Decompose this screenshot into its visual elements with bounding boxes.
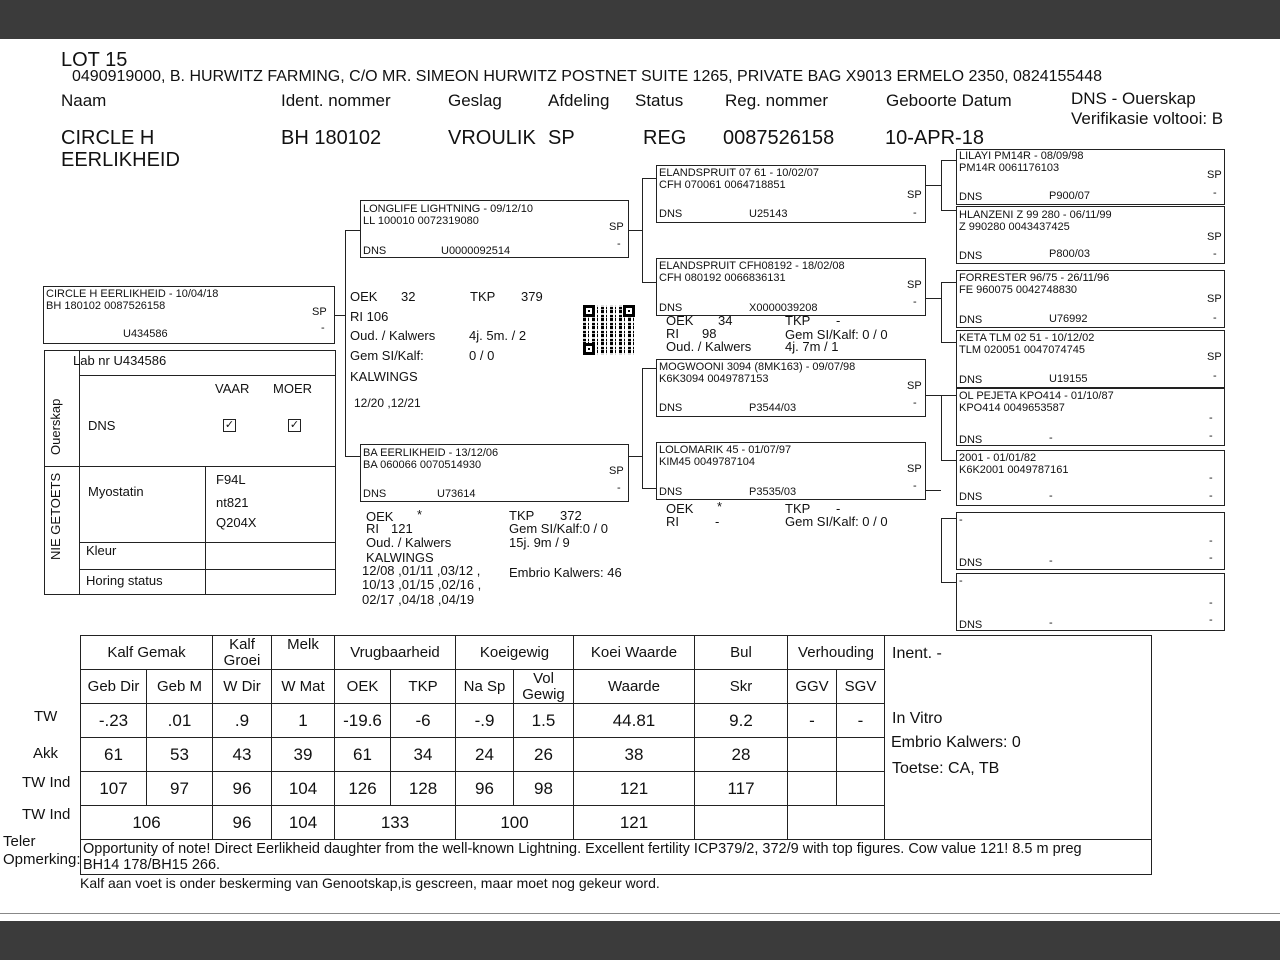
tw-cell: - [837, 704, 885, 738]
twind-cell: 96 [213, 772, 272, 806]
remarks-cell [81, 840, 1152, 875]
twind-cell: 98 [514, 772, 574, 806]
tw-cell: -6 [391, 704, 456, 738]
gp3-dash: - [913, 397, 917, 409]
col-w-mat: W Mat [272, 670, 335, 704]
sire-kalwings: KALWINGS [350, 369, 418, 384]
subject-card [43, 286, 335, 344]
line-ggp-b3 [941, 282, 956, 283]
twind-cell: 128 [391, 772, 456, 806]
gp4-ids: KIM45 0049787104 [659, 456, 756, 468]
gp1-dns: DNS [659, 208, 683, 220]
sire-gem-label: Gem SI/Kalf: [350, 348, 424, 363]
dam-ri-label: RI [366, 521, 379, 536]
animal-afdeling: SP [548, 127, 575, 149]
line-gp2 [642, 282, 656, 283]
twind2-cell: 104 [272, 806, 335, 840]
bottom-rule [0, 913, 1280, 914]
gp1-dash: - [913, 207, 917, 219]
dam-code: U73614 [437, 488, 476, 500]
gp4-oek-label: OEK [666, 501, 694, 516]
ggp3-dns: DNS [959, 314, 983, 326]
col-vol-gewig: Vol Gewig [514, 670, 574, 704]
gp4-code: P3535/03 [749, 486, 797, 498]
line-ggp-a [925, 185, 941, 186]
line-ggp-a2 [941, 160, 942, 210]
ggp4-dash: - [1213, 370, 1217, 382]
gp2-ids: CFH 080192 0066836131 [659, 272, 786, 284]
gp1-ids: CFH 070061 0064718851 [659, 179, 786, 191]
twind-cell: 107 [81, 772, 147, 806]
animal-geslag: VROULIK [448, 127, 536, 149]
akk-cell [837, 738, 885, 772]
hdr-geslag: Geslag [448, 91, 502, 110]
sire-title: LONGLIFE LIGHTNING - 09/12/10 [363, 203, 533, 215]
remarks-label-1: Teler [3, 833, 36, 850]
twind-cell: 96 [456, 772, 514, 806]
twind2-cell: 100 [456, 806, 574, 840]
grandparent-card [656, 442, 926, 500]
ggp1-title: LILAYI PM14R - 08/09/98 [959, 150, 1084, 162]
twind-cell: 104 [272, 772, 335, 806]
ggp7-code: - [1049, 555, 1053, 567]
ggp5-dash: - [1209, 412, 1213, 424]
grp-bul: Bul [695, 636, 788, 670]
gp1-sp: SP [907, 189, 922, 201]
gp2-oek-label: OEK [666, 313, 694, 328]
subject-sp: SP [312, 306, 327, 318]
ggp1-dns: DNS [959, 191, 983, 203]
gp1-title: ELANDSPRUIT 07 61 - 10/02/07 [659, 167, 819, 179]
grp-vrugbaarheid: Vrugbaarheid [335, 636, 456, 670]
remarks-text-2: BH14 178/BH15 266. [83, 857, 221, 873]
tw-cell: 1 [272, 704, 335, 738]
dam-dns: DNS [363, 488, 387, 500]
gp3-title: MOGWOONI 3094 (8MK163) - 09/07/98 [659, 361, 856, 373]
sire-code: U0000092514 [441, 245, 511, 257]
hdr-verifikasie: Verifikasie voltooi: B [1071, 109, 1224, 128]
great-grandparent-card [956, 330, 1225, 388]
gp1-code: U25143 [749, 208, 788, 220]
tw-cell: 9.2 [695, 704, 788, 738]
ggp2-title: HLANZENI Z 99 280 - 06/11/99 [959, 209, 1112, 221]
line-parents [345, 230, 346, 456]
line-gp1 [642, 178, 656, 179]
line-dam-out [628, 456, 642, 457]
ggp4-sp: SP [1207, 351, 1222, 363]
grandparent-card [656, 258, 926, 316]
gp2-ri-label: RI [666, 326, 679, 341]
hdr-geboorte: Geboorte Datum [886, 91, 1012, 110]
twind2-cell: 121 [574, 806, 695, 840]
great-grandparent-card [956, 206, 1225, 264]
remarks-text-1: Opportunity of note! Direct Eerlikheid daughter from the well-known Lightning. Excellent fertility ICP379/2, 372/9 with top figures. Cow value 121! 8.5 m preg [83, 840, 1082, 857]
col-sgv: SGV [837, 670, 885, 704]
line-gp4 [642, 488, 656, 489]
line-sire-gp [642, 178, 643, 282]
line-ggp-d2 [941, 518, 942, 582]
tw-cell: 1.5 [514, 704, 574, 738]
ggp3-ids: FE 960075 0042748830 [959, 284, 1078, 296]
hdr-dns: DNS - Ouerskap [1071, 89, 1196, 108]
line-subject [335, 315, 345, 316]
lab-vaar: VAAR [215, 381, 250, 396]
lab-m2: nt821 [216, 495, 249, 510]
grp-kalf-groei: Kalf Groei [213, 636, 272, 670]
row-label-tw-ind: TW Ind [22, 774, 71, 791]
twind-cell [837, 772, 885, 806]
akk-cell: 34 [391, 738, 456, 772]
ggp4-code: U19155 [1049, 373, 1088, 385]
row-label-akk: Akk [33, 745, 59, 762]
twind2-cell: 106 [81, 806, 213, 840]
remarks-label-2: Opmerking: [3, 851, 81, 868]
gp2-oek: 34 [718, 313, 733, 328]
ggp3-title: FORRESTER 96/75 - 26/11/96 [959, 272, 1110, 284]
sire-kalwings-values: 12/20 ,12/21 [354, 396, 421, 410]
lab-horing: Horing status [86, 573, 163, 588]
gp4-ri-label: RI [666, 514, 679, 529]
gp4-oek: * [717, 499, 723, 514]
lab-m3: Q204X [216, 515, 257, 530]
line-ggp-a3 [941, 160, 956, 161]
gp3-code: P3544/03 [749, 402, 797, 414]
ggp3-dash: - [1213, 312, 1217, 324]
grp-koeigewig: Koeigewig [456, 636, 574, 670]
hdr-reg: Reg. nommer [725, 91, 828, 110]
ggp3-code: U76992 [1049, 313, 1088, 325]
line-ggp-d3 [941, 518, 956, 519]
dam-kalwings: KALWINGS [366, 550, 434, 565]
great-grandparent-card [956, 270, 1225, 328]
side-panel [885, 636, 1152, 840]
line-ggp-c [925, 395, 941, 396]
ggp2-ids: Z 990280 0043437425 [959, 221, 1070, 233]
lab-nie-getoets: NIE GETOETS [48, 472, 63, 560]
gp2-dash: - [913, 296, 917, 308]
col-na-sp: Na Sp [456, 670, 514, 704]
dam-kalwings-1: 12/08 ,01/11 ,03/12 , [362, 563, 481, 578]
sire-card [360, 200, 629, 258]
grandparent-card [656, 165, 926, 223]
gp2-tkp-label: TKP [785, 313, 811, 328]
twind2-cell: 96 [213, 806, 272, 840]
line-ggp-c4 [941, 460, 956, 461]
sire-oek: 32 [401, 289, 416, 304]
ggp1-dash: - [1213, 187, 1217, 199]
sire-tkp-label: TKP [470, 289, 496, 304]
ggp1-code: P900/07 [1049, 190, 1090, 202]
tw-cell: - [788, 704, 837, 738]
ggp5-dash2: - [1209, 430, 1213, 442]
twind-cell: 121 [574, 772, 695, 806]
footer-note: Kalf aan voet is onder beskerming van Genootskap,is gescreen, maar moet nog gekeur word. [80, 875, 660, 891]
sire-ids: LL 100010 0072319080 [363, 215, 479, 227]
sire-oud: 4j. 5m. / 2 [469, 328, 527, 343]
ggp1-sp: SP [1207, 169, 1222, 181]
subject-code: U434586 [123, 328, 168, 340]
lab-nr: Lab nr U434586 [73, 353, 167, 368]
gp2-ri: 98 [702, 326, 717, 341]
gp2-oud-label: Oud. / Kalwers [666, 339, 752, 354]
akk-cell: 43 [213, 738, 272, 772]
dam-tkp-label: TKP [509, 508, 535, 523]
col-ggv: GGV [788, 670, 837, 704]
vaar-checkbox: ✓ [224, 419, 235, 431]
dam-card [360, 444, 629, 502]
line-ggp-d4 [941, 582, 956, 583]
ggp1-ids: PM14R 0061176103 [959, 162, 1060, 174]
gp4-sp: SP [907, 463, 922, 475]
col-w-dir: W Dir [213, 670, 272, 704]
col-oek: OEK [335, 670, 391, 704]
gp2-gem: Gem SI/Kalf: 0 / 0 [785, 327, 888, 342]
twind-cell: 126 [335, 772, 391, 806]
twind2-cell: 133 [335, 806, 456, 840]
gp2-oud: 4j. 7m / 1 [785, 339, 839, 354]
qr-code [583, 305, 635, 355]
ggp2-dns: DNS [959, 250, 983, 262]
akk-cell: 28 [695, 738, 788, 772]
top-bar [0, 0, 1280, 39]
twind-cell: 117 [695, 772, 788, 806]
animal-ident: BH 180102 [281, 127, 382, 149]
line-sire [345, 230, 361, 231]
gp3-sp: SP [907, 380, 922, 392]
ggp5-code: - [1049, 432, 1053, 444]
gp4-tkp-label: TKP [785, 501, 811, 516]
dam-title: BA EERLIKHEID - 13/12/06 [363, 447, 499, 459]
subject-ids: BH 180102 0087526158 [46, 300, 166, 312]
dam-kalwings-2: 10/13 ,01/15 ,02/16 , [362, 577, 482, 592]
col-geb-dir: Geb Dir [81, 670, 147, 704]
ggp7-dns: DNS [959, 557, 983, 569]
ggp6-ids: K6K2001 0049787161 [959, 464, 1069, 476]
line-ggp-a4 [941, 210, 956, 211]
gp4-title: LOLOMARIK 45 - 01/07/97 [659, 444, 792, 456]
gp2-tkp: - [836, 313, 841, 328]
sire-ri: RI 106 [350, 309, 389, 324]
dam-embrio: Embrio Kalwers: 46 [509, 565, 622, 580]
akk-cell: 26 [514, 738, 574, 772]
ggp6-code: - [1049, 490, 1053, 502]
subject-title: CIRCLE H EERLIKHEID - 10/04/18 [46, 288, 219, 300]
hdr-afdeling: Afdeling [548, 91, 610, 110]
hdr-ident: Ident. nommer [281, 91, 391, 110]
in-vitro: In Vitro [892, 710, 943, 727]
dam-gem: Gem SI/Kalf:0 / 0 [509, 521, 608, 536]
col-geb-m: Geb M [147, 670, 213, 704]
sire-tkp: 379 [521, 289, 543, 304]
ggp8-dash: - [1209, 597, 1213, 609]
akk-cell: 53 [147, 738, 213, 772]
inent: Inent. - [892, 645, 942, 662]
line-ggp-d [925, 490, 941, 491]
gp4-ri: - [715, 514, 720, 529]
gp4-gem: Gem SI/Kalf: 0 / 0 [785, 514, 888, 529]
subject-dash: - [321, 322, 325, 334]
ggp7-dash2: - [1209, 552, 1213, 564]
line-dam [345, 456, 361, 457]
ggp4-ids: TLM 020051 0047074745 [959, 344, 1085, 356]
ggp6-dns: DNS [959, 491, 983, 503]
tw-cell: .01 [147, 704, 213, 738]
akk-cell: 24 [456, 738, 514, 772]
ggp7-dash: - [1209, 535, 1213, 547]
line-ggp-c3 [941, 395, 956, 396]
akk-cell: 61 [335, 738, 391, 772]
tw-cell: -.9 [456, 704, 514, 738]
toetse: Toetse: CA, TB [892, 760, 1000, 777]
akk-cell: 61 [81, 738, 147, 772]
gp4-dash: - [913, 480, 917, 492]
lab-m1: F94L [216, 472, 246, 487]
ggp5-ids: KPO414 0049653587 [959, 402, 1065, 414]
gp2-dns: DNS [659, 302, 683, 314]
ggp8-dns: DNS [959, 619, 983, 631]
akk-cell [788, 738, 837, 772]
moer-checkbox: ✓ [289, 419, 300, 431]
grp-verhouding: Verhouding [788, 636, 885, 670]
lab-myostatin: Myostatin [88, 484, 144, 499]
ggp6-dash: - [1209, 472, 1213, 484]
dam-ri: 121 [391, 521, 413, 536]
bottom-bar [0, 921, 1280, 960]
row-label-tw: TW [34, 708, 58, 725]
animal-name-1: CIRCLE H [61, 127, 155, 149]
owner-line: 0490919000, B. HURWITZ FARMING, C/O MR. SIMEON HURWITZ POSTNET SUITE 1265, PRIVATE BAG X9013 ERMELO 2350, 0824155448 [72, 68, 1102, 85]
twind-cell [788, 772, 837, 806]
great-grandparent-card [956, 450, 1225, 506]
ggp8-dash2: - [1209, 614, 1213, 626]
gp4-tkp: - [836, 501, 841, 516]
grp-melk: Melk [272, 636, 335, 670]
ggp7-title: - [959, 514, 963, 526]
ggp4-dns: DNS [959, 374, 983, 386]
line-ggp-b4 [941, 342, 956, 343]
ggp5-dns: DNS [959, 434, 983, 446]
gp2-sp: SP [907, 279, 922, 291]
grp-kalf-gemak: Kalf Gemak [81, 636, 213, 670]
sire-gem: 0 / 0 [469, 348, 495, 363]
line-ggp-b2 [941, 282, 942, 342]
animal-reg: 0087526158 [723, 127, 835, 149]
tw-cell: -.23 [81, 704, 147, 738]
animal-geboorte: 10-APR-18 [885, 127, 984, 149]
ggp3-sp: SP [1207, 293, 1222, 305]
sire-sp: SP [609, 221, 624, 233]
great-grandparent-card [956, 388, 1225, 446]
grp-koei-waarde: Koei Waarde [574, 636, 695, 670]
gp4-dns: DNS [659, 486, 683, 498]
gp2-code: X0000039208 [749, 302, 818, 314]
dam-oek: * [417, 507, 423, 522]
akk-cell: 39 [272, 738, 335, 772]
great-grandparent-card [956, 149, 1225, 205]
ebv-table [80, 635, 1152, 875]
animal-status: REG [643, 127, 687, 149]
line-gp3 [642, 368, 656, 369]
lot-number: LOT 15 [61, 49, 128, 71]
grandparent-card [656, 359, 926, 417]
ggp2-dash: - [1213, 248, 1217, 260]
ggp5-title: OL PEJETA KPO414 - 01/10/87 [959, 390, 1114, 402]
hdr-status: Status [635, 91, 684, 110]
sire-oud-label: Oud. / Kalwers [350, 328, 436, 343]
tw-cell: .9 [213, 704, 272, 738]
lab-moer: MOER [273, 381, 312, 396]
twind-cell: 97 [147, 772, 213, 806]
sire-dash: - [617, 238, 621, 250]
dam-sp: SP [609, 465, 624, 477]
row-label-tw-ind-2: TW Ind [22, 806, 71, 823]
gp3-dns: DNS [659, 402, 683, 414]
hdr-naam: Naam [61, 91, 107, 110]
line-ggp-c2 [941, 395, 942, 460]
line-dam-gp [642, 368, 643, 488]
ggp8-title: - [959, 575, 963, 587]
col-waarde: Waarde [574, 670, 695, 704]
twind2-cell [788, 806, 885, 840]
line-sire-out [628, 230, 642, 231]
embrio-kalwers: Embrio Kalwers: 0 [891, 734, 1021, 751]
col-tkp: TKP [391, 670, 456, 704]
ggp2-sp: SP [1207, 231, 1222, 243]
dam-oud-label: Oud. / Kalwers [366, 535, 452, 550]
sire-oek-label: OEK [350, 289, 378, 304]
dam-oek-label: OEK [366, 509, 394, 524]
tw-cell: -19.6 [335, 704, 391, 738]
ggp2-code: P800/03 [1049, 248, 1090, 260]
dam-tkp: 372 [560, 508, 582, 523]
twind2-cell [695, 806, 788, 840]
dam-dash: - [617, 482, 621, 494]
ggp6-title: 2001 - 01/01/82 [959, 452, 1037, 464]
lab-kleur: Kleur [86, 543, 117, 558]
dam-ids: BA 060066 0070514930 [363, 459, 482, 471]
great-grandparent-card [956, 512, 1225, 570]
ggp4-title: KETA TLM 02 51 - 10/12/02 [959, 332, 1095, 344]
dam-oud: 15j. 9m / 9 [509, 535, 570, 550]
lab-ouerskap: Ouerskap [48, 398, 63, 455]
ggp8-code: - [1049, 617, 1053, 629]
line-ggp-b [925, 298, 941, 299]
dam-kalwings-3: 02/17 ,04/18 ,04/19 [362, 592, 475, 607]
gp2-title: ELANDSPRUIT CFH08192 - 18/02/08 [659, 260, 845, 272]
sire-dns: DNS [363, 245, 387, 257]
tw-cell: 44.81 [574, 704, 695, 738]
lab-dns: DNS [88, 418, 116, 433]
great-grandparent-card [956, 573, 1225, 631]
akk-cell: 38 [574, 738, 695, 772]
col-skr: Skr [695, 670, 788, 704]
gp3-ids: K6K3094 0049787153 [659, 373, 769, 385]
ggp6-dash2: - [1209, 490, 1213, 502]
animal-name-2: EERLIKHEID [61, 149, 180, 171]
